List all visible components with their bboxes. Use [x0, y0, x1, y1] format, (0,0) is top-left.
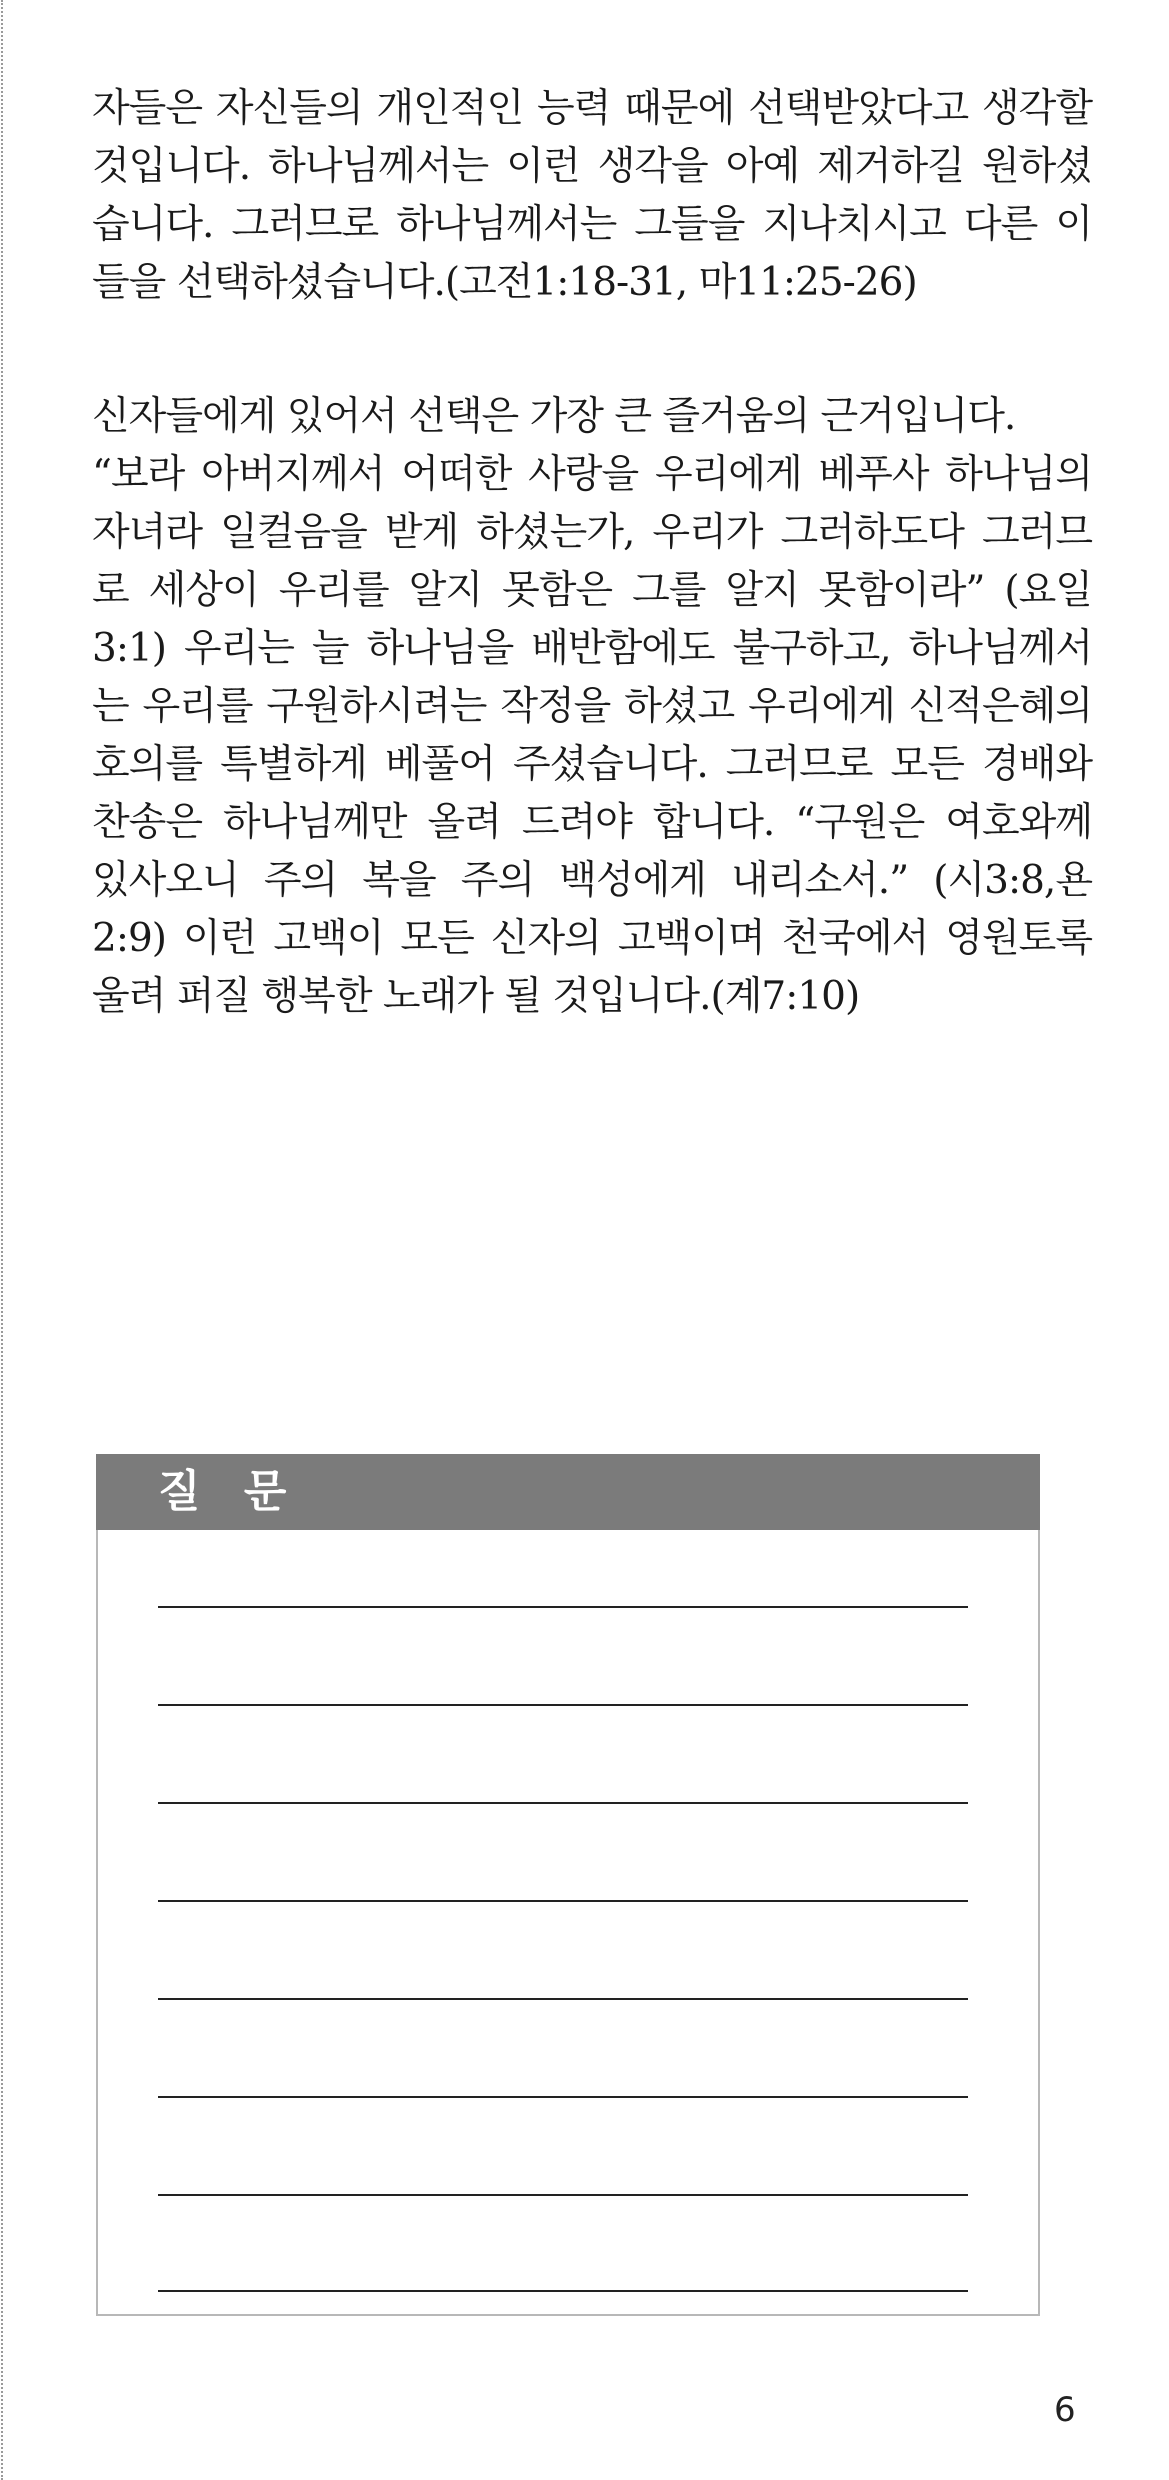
answer-line[interactable] — [158, 1606, 968, 1608]
text-line: 신자들에게 있어서 선택은 가장 큰 즐거움의 근거입니다. — [92, 394, 1016, 439]
text-line: 3:1) 우리는 늘 하나님을 배반함에도 불구하고, 하나님께서 — [92, 626, 1092, 671]
page-number: 6 — [1054, 2390, 1076, 2430]
text-line: 울려 퍼질 행복한 노래가 될 것입니다.(계7:10) — [92, 974, 860, 1019]
text-line: 들을 선택하셨습니다.(고전1:18-31, 마11:25-26) — [92, 260, 917, 305]
body-text — [92, 80, 1092, 1026]
paragraph-1 — [92, 80, 1092, 312]
answer-line[interactable] — [158, 2290, 968, 2292]
text-line: 것입니다. 하나님께서는 이런 생각을 아예 제거하길 원하셨 — [92, 144, 1092, 189]
answer-line[interactable] — [158, 1704, 968, 1706]
text-line: 호의를 특별하게 베풀어 주셨습니다. 그러므로 모든 경배와 — [92, 742, 1092, 787]
text-line: 2:9) 이런 고백이 모든 신자의 고백이며 천국에서 영원토록 — [92, 916, 1092, 961]
answer-line[interactable] — [158, 2096, 968, 2098]
text-line: 습니다. 그러므로 하나님께서는 그들을 지나치시고 다른 이 — [92, 202, 1092, 247]
text-line: “보라 아버지께서 어떠한 사랑을 우리에게 베푸사 하나님의 — [92, 452, 1092, 497]
paragraph-2 — [92, 388, 1092, 1026]
answer-line[interactable] — [158, 2194, 968, 2196]
question-title: 질 문 — [158, 1466, 301, 1517]
answer-line[interactable] — [158, 1802, 968, 1804]
answer-line[interactable] — [158, 1900, 968, 1902]
question-box — [96, 1454, 1040, 2316]
page-left-edge — [1, 0, 3, 2480]
question-header — [96, 1454, 1040, 1530]
text-line: 자들은 자신들의 개인적인 능력 때문에 선택받았다고 생각할 — [92, 86, 1092, 131]
text-line: 찬송은 하나님께만 올려 드려야 합니다. “구원은 여호와께 — [92, 800, 1092, 845]
answer-line[interactable] — [158, 1998, 968, 2000]
text-line: 자녀라 일컬음을 받게 하셨는가, 우리가 그러하도다 그러므 — [92, 510, 1092, 555]
text-line: 는 우리를 구원하시려는 작정을 하셨고 우리에게 신적은혜의 — [92, 684, 1092, 729]
text-line: 로 세상이 우리를 알지 못함은 그를 알지 못함이라” (요일 — [92, 568, 1092, 613]
text-line: 있사오니 주의 복을 주의 백성에게 내리소서.” (시3:8,욘 — [92, 858, 1092, 903]
paragraph-gap — [92, 312, 1092, 388]
